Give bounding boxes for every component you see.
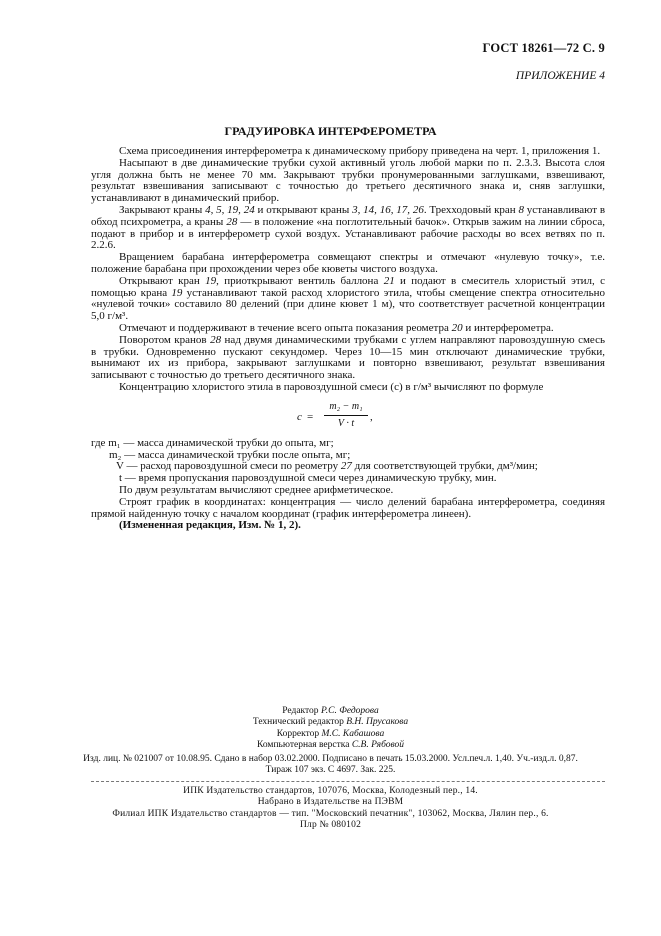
paragraph-scheme: Схема присоединения интерферометра к динамическому прибору приведена на черт. 1, приложения 1.	[119, 145, 601, 157]
credits-block	[0, 706, 661, 751]
formula-equals: =	[307, 410, 314, 423]
formula-denominator: V · t	[337, 417, 355, 429]
standard-header: ГОСТ 18261—72 С. 9	[482, 41, 605, 55]
divider	[91, 781, 605, 782]
page-title: ГРАДУИРОВКА ИНТЕРФЕРОМЕТРА	[224, 124, 437, 138]
formula-numerator: m₂ − m₁	[324, 401, 368, 416]
paragraph-zero-point: Вращением барабана интерферометра совмещают спектры и отмечают «нулевую точку», т.е. положение барабана при прохождении через обе кюветы чистого воздуха.	[91, 251, 605, 275]
printing-line-2: Набрано в Издательстве на ПЭВМ	[257, 797, 404, 808]
formula-comma: ,	[370, 410, 373, 423]
appendix-label: ПРИЛОЖЕНИЕ 4	[515, 70, 605, 82]
paragraph-ethyl-chloride: Открывают кран 19, приоткрывают вентиль баллона 21 и подают в смеситель хлористый этил, с помощью крана 19 устанавливают такой расход хлористого этила, чтобы смещение спектра относительно «нулевой точки» составило 80 делений (при длине кювет 1 м), что соответствует расчетной концентрации 5,0 г/м³.	[91, 274, 605, 323]
publication-info	[0, 754, 661, 777]
publication-line-2: Тираж 107 экз. С 4697. Зак. 225.	[265, 765, 396, 776]
paragraph-readings: Отмечают и поддерживают в течение всего опыта показания реометра 20 и интерферометра.	[119, 321, 554, 334]
definition-m1: где m₁ — масса динамической трубки до опыта, мг;	[91, 436, 334, 449]
credit-tech-editor: Технический редактор В.Н. Прусакова	[252, 717, 409, 728]
document-body	[91, 146, 605, 532]
printing-info	[0, 786, 661, 831]
definition-t: t — время пропускания паровоздушной смеси через динамическую трубку, мин.	[119, 472, 497, 485]
printing-line-4: Плр № 080102	[299, 819, 362, 830]
formula-fraction	[324, 401, 368, 430]
formula-lhs: c	[297, 410, 302, 423]
concentration-formula	[91, 400, 605, 434]
paragraph-valves: Закрывают краны 4, 5, 19, 24 и открывают краны 3, 14, 16, 17, 26. Трехходовый кран 8 устанавливают в обход психрометра, а краны 28 — в положение «на поглотительный бачок». Открыв зажим на линии сброса, подают в прибор и в интерферометр сухой воздух. Устанавливают рабочие расходы во всех ветвях по п. 2.2.6.	[91, 203, 606, 252]
credit-corrector: Корректор М.С. Кабашова	[276, 728, 385, 739]
paragraph-average: По двум результатам вычисляют среднее арифметическое.	[119, 483, 394, 496]
paragraph-fill-tubes: Насыпают в две динамические трубки сухой активный уголь любой марки по п. 2.3.3. Высота слоя угля должна быть не менее 70 мм. Закрывают трубки пронумерованными заглушками, взвешивают, результат взвешивания записывают с точностью до третьего десятичного знака и, сняв заглушки, устанавливают в динамический прибор.	[91, 156, 605, 205]
publication-line-1: Изд. лиц. № 021007 от 10.08.95. Сдано в набор 03.02.2000. Подписано в печать 15.03.2000. Усл.печ.л. 1,40. Уч.-изд.л. 0,87.	[83, 754, 578, 764]
paragraph-rotation: Поворотом кранов 28 над двумя динамическими трубками с углем направляют паровоздушную смесь в трубки. Одновременно пускают секундомер. Через 10—15 мин отключают динамические трубки, вынимают их из прибора, закрывают заглушками и повторно взвешивают, результат взвешивания записывают с точностью до третьего десятичного знака.	[91, 333, 605, 382]
credit-layout: Компьютерная верстка С.В. Рябовой	[257, 739, 404, 750]
credit-editor: Редактор Р.С. Федорова	[282, 706, 379, 716]
printing-line-3: Филиал ИПК Издательство стандартов — тип. "Московский печатник", 103062, Москва, Лялин пер., 6.	[112, 808, 549, 819]
paragraph-graph: Строят график в координатах: концентрация — число делений барабана интерферометра, соединяя прямой найденную точку с началом координат (график интерферометра линеен).	[91, 495, 605, 520]
definition-v: V — расход паровоздушной смеси по реометру 27 для соответствующей трубки, дм³/мин;	[116, 460, 538, 473]
definition-m2: m₂ — масса динамической трубки после опыта, мг;	[109, 448, 351, 461]
paragraph-concentration: Концентрацию хлористого этила в паровоздушной смеси (c) в г/м³ вычисляют по формуле	[119, 380, 544, 393]
printing-line-1: ИПК Издательство стандартов, 107076, Москва, Колодезный пер., 14.	[183, 786, 478, 796]
formula-definitions	[91, 438, 605, 485]
revision-note: (Измененная редакция, Изм. № 1, 2).	[119, 519, 301, 532]
